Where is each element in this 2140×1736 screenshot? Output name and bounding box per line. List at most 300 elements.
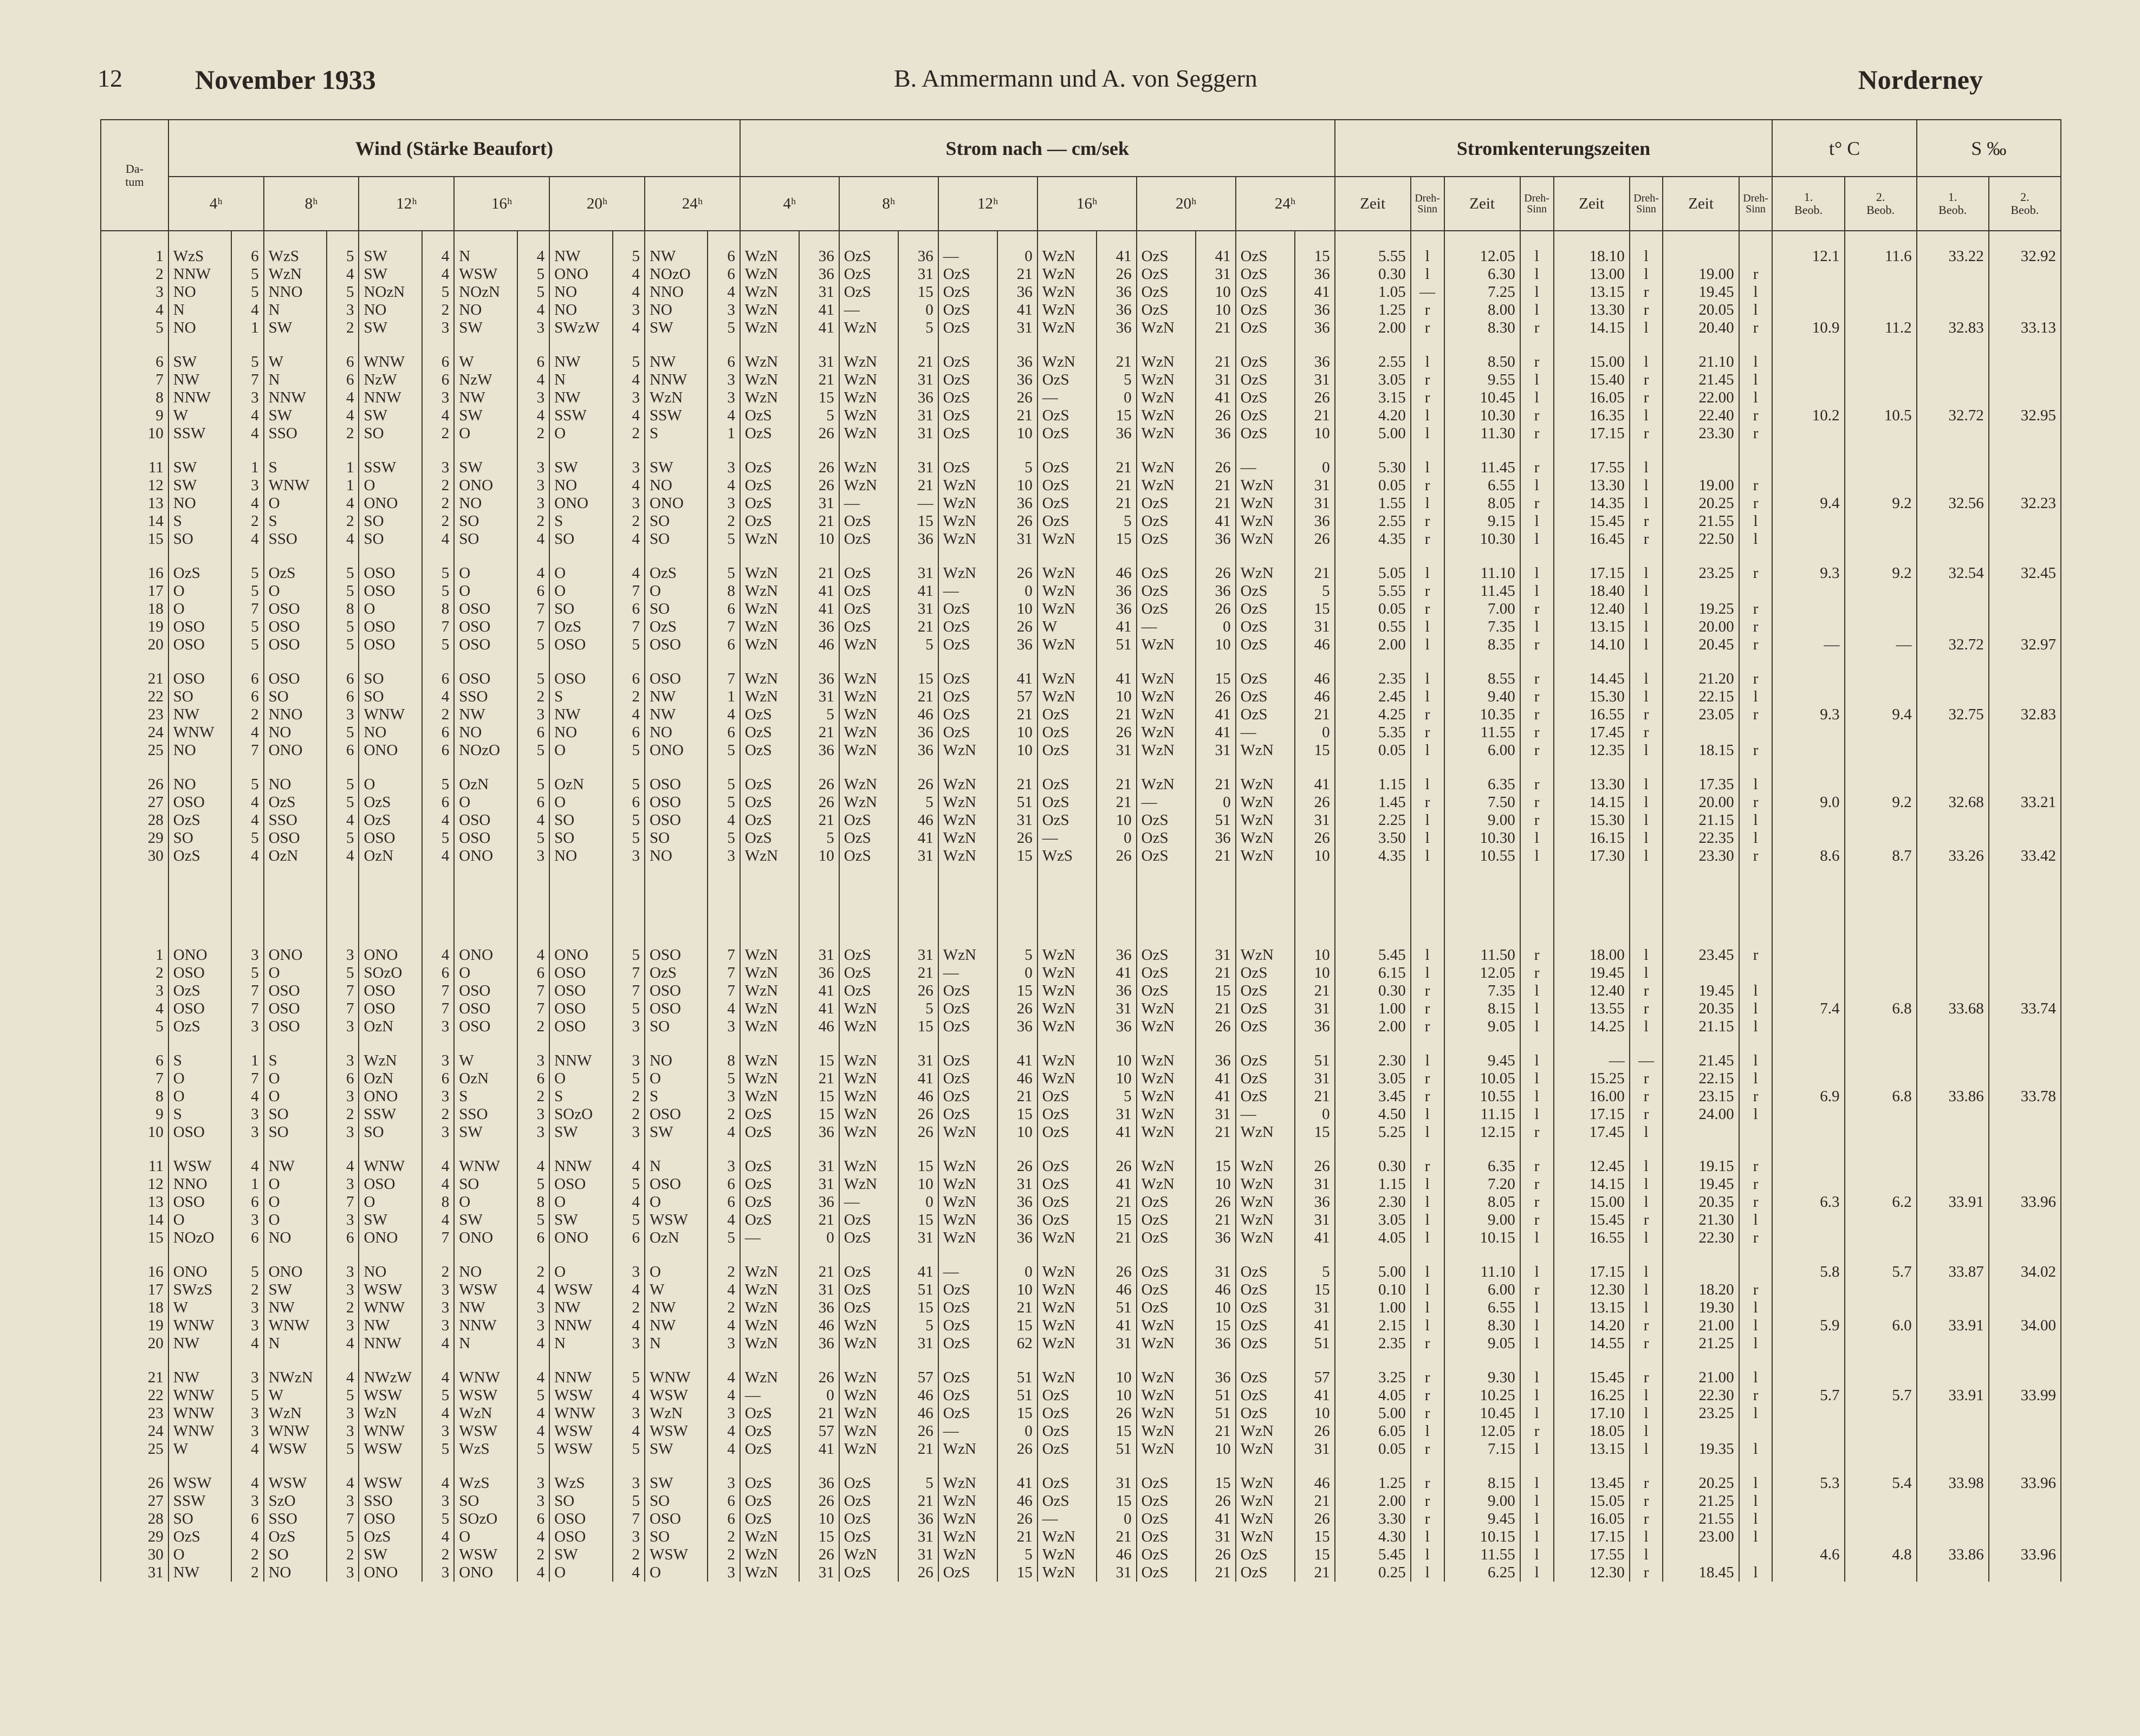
table-cell: 2.00	[1335, 1492, 1411, 1510]
table-cell	[1739, 1263, 1773, 1281]
table-cell: SW	[359, 1211, 421, 1229]
table-cell: OzS	[938, 706, 997, 724]
table-cell: 31	[898, 425, 938, 443]
table-cell: 36	[997, 636, 1037, 654]
table-cell: OzS	[1236, 1070, 1295, 1088]
table-cell	[1989, 600, 2061, 618]
table-cell: 2	[327, 1546, 359, 1564]
table-cell: 21	[1196, 1422, 1236, 1440]
table-cell: 21	[1196, 1123, 1236, 1141]
table-cell: WzN	[740, 618, 799, 636]
table-cell: WzN	[740, 1564, 799, 1582]
table-cell: 4.8	[1845, 1546, 1917, 1564]
table-cell: OzS	[938, 1387, 997, 1405]
table-cell: 15	[799, 1528, 839, 1546]
table-cell: 24	[101, 724, 168, 742]
table-cell: 5	[799, 407, 839, 425]
table-cell: WzN	[839, 1052, 898, 1070]
table-cell	[1917, 1281, 1989, 1299]
table-cell: NO	[645, 301, 708, 319]
table-cell: 18.20	[1663, 1281, 1739, 1299]
table-cell: 10	[997, 1281, 1037, 1299]
table-cell: NNW	[549, 1052, 612, 1070]
table-cell: 9.45	[1444, 1510, 1520, 1528]
table-cell: SWzW	[549, 319, 612, 337]
table-cell: 21	[1295, 407, 1335, 425]
table-cell	[1772, 265, 1844, 283]
table-cell: 9.00	[1444, 1492, 1520, 1510]
table-cell: 15	[101, 1229, 168, 1247]
table-cell: 41	[799, 1440, 839, 1458]
table-cell: 31	[1196, 265, 1236, 283]
table-cell: WSW	[645, 1422, 708, 1440]
table-cell: r	[1411, 1387, 1444, 1405]
table-cell: 15	[997, 847, 1037, 865]
table-cell: l	[1630, 1405, 1663, 1422]
table-cell: NNW	[359, 389, 421, 407]
table-cell: 7	[708, 670, 740, 688]
table-cell	[1989, 618, 2061, 636]
table-cell: 21	[898, 688, 938, 706]
table-cell: ONO	[359, 1229, 421, 1247]
table-cell	[1989, 1106, 2061, 1123]
table-cell: r	[1520, 1175, 1554, 1193]
table-cell: WzN	[938, 1229, 997, 1247]
table-cell: l	[1411, 1193, 1444, 1211]
table-cell: 51	[1097, 636, 1137, 654]
table-cell: WzS	[549, 1474, 612, 1492]
table-cell: OSO	[264, 1000, 327, 1018]
table-row	[101, 688, 2061, 706]
table-cell: r	[1630, 724, 1663, 742]
table-cell: r	[1630, 1317, 1663, 1335]
table-cell	[1989, 459, 2061, 477]
table-cell: WzN	[1137, 407, 1196, 425]
table-cell: 21	[1196, 477, 1236, 495]
table-cell: 36	[997, 371, 1037, 389]
table-cell: 7	[101, 371, 168, 389]
table-cell	[1772, 742, 1844, 759]
table-cell: 36	[1097, 1018, 1137, 1036]
table-cell: r	[1411, 477, 1444, 495]
table-cell: l	[1630, 1546, 1663, 1564]
table-cell: 4	[613, 564, 645, 582]
table-cell: WzN	[1236, 512, 1295, 530]
table-cell: 2	[422, 1106, 454, 1123]
table-cell: r	[1739, 564, 1773, 582]
table-cell: 10.45	[1444, 389, 1520, 407]
table-cell: 31	[898, 459, 938, 477]
table-cell: 22.35	[1663, 829, 1739, 847]
table-cell: r	[1520, 946, 1554, 964]
table-cell: 19.35	[1663, 1440, 1739, 1458]
table-cell: 23.00	[1663, 1528, 1739, 1546]
table-cell: 19.15	[1663, 1158, 1739, 1175]
table-cell: OzS	[938, 1317, 997, 1335]
table-cell: 26	[1196, 407, 1236, 425]
table-row	[101, 1193, 2061, 1211]
table-cell: 15	[1295, 1281, 1335, 1299]
table-cell: 6	[422, 353, 454, 371]
table-cell: 2	[327, 425, 359, 443]
stromkent-header: Stromkenterungszeiten	[1335, 120, 1773, 177]
table-cell: l	[1630, 1299, 1663, 1317]
table-cell: 21	[997, 706, 1037, 724]
table-cell: 0	[1295, 459, 1335, 477]
table-cell: OzS	[839, 847, 898, 865]
table-cell: 21	[898, 964, 938, 982]
table-cell: r	[1630, 1000, 1663, 1018]
table-cell: O	[549, 1193, 612, 1211]
table-cell: 9	[101, 407, 168, 425]
table-cell: 4	[231, 1158, 263, 1175]
table-cell: —	[1236, 459, 1295, 477]
table-cell	[1917, 618, 1989, 636]
table-cell: 4	[517, 811, 549, 829]
table-cell: N	[454, 1335, 517, 1353]
table-cell: 21.25	[1663, 1492, 1739, 1510]
table-cell	[1989, 1175, 2061, 1193]
table-cell	[1845, 1335, 1917, 1353]
table-cell: 51	[1097, 1440, 1137, 1458]
table-cell: 7	[708, 946, 740, 964]
table-cell: 57	[898, 1369, 938, 1387]
table-cell: OzS	[1236, 389, 1295, 407]
table-cell: 3	[327, 1018, 359, 1036]
table-cell: WzN	[1037, 964, 1097, 982]
table-cell: r	[1739, 495, 1773, 512]
table-cell: WNW	[549, 1405, 612, 1422]
table-cell: NW	[645, 706, 708, 724]
table-cell: r	[1411, 1070, 1444, 1088]
table-cell: 5	[231, 1387, 263, 1405]
table-cell: 26	[1097, 1263, 1137, 1281]
table-cell: 5	[898, 1474, 938, 1492]
table-cell: WzN	[740, 847, 799, 865]
table-cell	[1917, 353, 1989, 371]
table-cell: 31	[898, 407, 938, 425]
table-cell	[1917, 1510, 1989, 1528]
table-cell: 26	[1196, 600, 1236, 618]
table-cell: 36	[799, 265, 839, 283]
table-cell: r	[1411, 389, 1444, 407]
table-cell: WzN	[839, 1546, 898, 1564]
table-cell: 12.40	[1554, 982, 1630, 1000]
table-cell: 5	[613, 353, 645, 371]
table-cell: l	[1739, 1211, 1773, 1229]
table-cell: OzS	[1236, 248, 1295, 265]
table-cell: OzS	[938, 1088, 997, 1106]
table-cell: r	[1630, 1369, 1663, 1387]
table-cell	[1845, 582, 1917, 600]
table-cell: 32.83	[1917, 319, 1989, 337]
table-cell	[1772, 811, 1844, 829]
table-cell: 36	[997, 353, 1037, 371]
table-cell	[1739, 724, 1773, 742]
table-cell	[1772, 776, 1844, 794]
table-cell: O	[168, 1088, 231, 1106]
table-cell: 4	[231, 425, 263, 443]
table-cell: 26	[1295, 1510, 1335, 1528]
table-cell: 10.05	[1444, 1070, 1520, 1088]
table-cell: OzS	[938, 1106, 997, 1123]
table-cell	[1917, 477, 1989, 495]
table-cell: 12.15	[1444, 1123, 1520, 1141]
table-cell: 31	[799, 1158, 839, 1175]
table-cell: WzN	[938, 1123, 997, 1141]
table-cell: 7.25	[1444, 283, 1520, 301]
table-cell: 6	[708, 724, 740, 742]
table-cell	[1917, 425, 1989, 443]
table-cell: OzS	[1137, 964, 1196, 982]
table-cell: OzN	[549, 776, 612, 794]
table-cell: 21	[1196, 1211, 1236, 1229]
table-cell: OzS	[938, 1564, 997, 1582]
table-cell: 21.20	[1663, 670, 1739, 688]
table-cell: OzS	[1236, 688, 1295, 706]
table-cell	[1845, 811, 1917, 829]
table-cell: WSW	[454, 1387, 517, 1405]
table-cell: l	[1411, 425, 1444, 443]
table-cell: 41	[1196, 706, 1236, 724]
table-cell: 5.7	[1772, 1387, 1844, 1405]
table-cell: O	[359, 776, 421, 794]
table-cell: 31	[799, 1175, 839, 1193]
table-cell: 12.40	[1554, 600, 1630, 618]
table-cell: 3	[327, 1052, 359, 1070]
table-cell: 5	[327, 1387, 359, 1405]
table-cell: 3	[327, 946, 359, 964]
table-cell: 1.05	[1335, 283, 1411, 301]
table-cell: 3.50	[1335, 829, 1411, 847]
table-cell: 3	[708, 1088, 740, 1106]
table-cell: 21	[1196, 964, 1236, 982]
table-cell	[1917, 1123, 1989, 1141]
table-cell	[1989, 829, 2061, 847]
table-cell: OzS	[938, 670, 997, 688]
table-cell: WzN	[1037, 283, 1097, 301]
table-cell: SSW	[645, 407, 708, 425]
table-cell: 7.20	[1444, 1175, 1520, 1193]
table-cell: O	[168, 1546, 231, 1564]
table-cell: 3	[231, 1422, 263, 1440]
table-cell: 15	[898, 670, 938, 688]
table-cell: 2	[708, 512, 740, 530]
table-cell: OSO	[264, 670, 327, 688]
table-cell: WzN	[740, 1263, 799, 1281]
table-cell: WzN	[1236, 1123, 1295, 1141]
table-cell: 3	[422, 459, 454, 477]
table-cell: OzS	[938, 425, 997, 443]
table-cell: 2	[422, 706, 454, 724]
table-cell: l	[1520, 1317, 1554, 1335]
table-cell: 5	[327, 636, 359, 654]
table-cell: OzS	[1037, 425, 1097, 443]
table-cell: NNW	[549, 1158, 612, 1175]
table-cell: SW	[454, 459, 517, 477]
table-cell: 0.30	[1335, 982, 1411, 1000]
table-row	[101, 1123, 2061, 1141]
table-cell: WzN	[938, 742, 997, 759]
table-cell: 1.15	[1335, 776, 1411, 794]
table-cell: WzN	[839, 688, 898, 706]
table-cell	[1917, 582, 1989, 600]
table-cell: 7	[327, 1510, 359, 1528]
table-cell	[1917, 371, 1989, 389]
table-cell: WzN	[839, 425, 898, 443]
table-cell: r	[1520, 425, 1554, 443]
table-row	[101, 982, 2061, 1000]
table-cell: 26	[101, 1474, 168, 1492]
table-cell: 7	[231, 1000, 263, 1018]
table-cell: OzS	[938, 353, 997, 371]
table-cell: WzN	[1037, 319, 1097, 337]
table-cell: l	[1630, 1263, 1663, 1281]
table-cell: WNW	[264, 1422, 327, 1440]
table-cell: 36	[799, 1474, 839, 1492]
table-cell: 14.15	[1554, 1175, 1630, 1193]
table-cell: WzN	[1037, 1070, 1097, 1088]
table-cell: 21	[997, 1528, 1037, 1546]
table-cell	[1772, 1070, 1844, 1088]
table-cell: r	[1520, 742, 1554, 759]
table-cell: WzN	[839, 371, 898, 389]
table-cell: WzN	[740, 1546, 799, 1564]
table-cell: 4	[517, 1369, 549, 1387]
table-cell: 21.45	[1663, 1052, 1739, 1070]
table-cell: 3	[708, 389, 740, 407]
table-cell: OzS	[740, 829, 799, 847]
table-cell	[1845, 1106, 1917, 1123]
table-cell: l	[1630, 811, 1663, 829]
table-cell: S	[549, 1088, 612, 1106]
table-cell: 18.40	[1554, 582, 1630, 600]
table-cell: 4	[517, 564, 549, 582]
table-cell: OSO	[168, 670, 231, 688]
table-cell: 3	[422, 1422, 454, 1440]
table-cell: NzW	[454, 371, 517, 389]
strom-hour-header: 4ʰ	[740, 177, 839, 231]
table-cell: OzS	[938, 618, 997, 636]
table-cell: 4	[517, 1335, 549, 1353]
table-cell: O	[454, 964, 517, 982]
table-cell	[1772, 1422, 1844, 1440]
table-cell: OzS	[839, 283, 898, 301]
table-cell: WzN	[740, 1052, 799, 1070]
table-cell: 5	[708, 319, 740, 337]
table-cell: NW	[549, 353, 612, 371]
data-table	[100, 119, 2061, 1582]
table-cell: WzN	[938, 477, 997, 495]
table-cell: OzS	[1137, 301, 1196, 319]
table-cell: 5	[231, 636, 263, 654]
table-cell: 26	[799, 425, 839, 443]
table-cell: O	[359, 600, 421, 618]
table-row	[101, 1052, 2061, 1070]
table-cell: ONO	[454, 477, 517, 495]
table-cell: 2	[422, 1546, 454, 1564]
table-cell	[1772, 1440, 1844, 1458]
table-cell: l	[1520, 1018, 1554, 1036]
table-cell: 33.91	[1917, 1317, 1989, 1335]
table-cell: 3	[422, 1492, 454, 1510]
table-cell: WzN	[839, 1000, 898, 1018]
table-cell: 51	[997, 1369, 1037, 1387]
table-cell: 21	[1196, 1564, 1236, 1582]
table-cell: l	[1739, 1070, 1773, 1088]
table-cell: 6	[422, 371, 454, 389]
table-cell: 0	[1295, 1106, 1335, 1123]
table-cell: 7	[613, 964, 645, 982]
table-cell	[1917, 283, 1989, 301]
table-cell: SSO	[359, 1492, 421, 1510]
table-cell: l	[1630, 495, 1663, 512]
table-cell: 5	[422, 1387, 454, 1405]
table-cell: 7.50	[1444, 794, 1520, 811]
table-row	[101, 1387, 2061, 1405]
table-cell: SOzO	[454, 1510, 517, 1528]
table-cell: 32.97	[1989, 636, 2061, 654]
table-cell: OzS	[839, 600, 898, 618]
table-cell: 6	[517, 1070, 549, 1088]
table-cell: WzN	[1037, 670, 1097, 688]
table-cell: 32.54	[1917, 564, 1989, 582]
table-cell: WzN	[938, 794, 997, 811]
table-cell: 26	[799, 1492, 839, 1510]
table-cell: 21	[1097, 1528, 1137, 1546]
table-cell: 4	[708, 1422, 740, 1440]
table-cell: l	[1520, 530, 1554, 548]
table-cell: r	[1520, 636, 1554, 654]
table-row	[101, 1018, 2061, 1036]
table-cell: l	[1630, 600, 1663, 618]
table-cell: OSO	[549, 982, 612, 1000]
table-row	[101, 1211, 2061, 1229]
table-cell: l	[1411, 1229, 1444, 1247]
table-cell: 5	[613, 1492, 645, 1510]
table-cell: r	[1411, 1335, 1444, 1353]
table-cell: OzS	[938, 724, 997, 742]
table-cell: 5	[327, 564, 359, 582]
table-cell: 4	[422, 1405, 454, 1422]
table-cell: WzN	[1236, 1474, 1295, 1492]
table-cell: WzN	[359, 1052, 421, 1070]
table-cell: OzS	[1137, 946, 1196, 964]
table-cell: r	[1630, 389, 1663, 407]
table-cell: SW	[359, 319, 421, 337]
table-cell: 1	[101, 946, 168, 964]
table-cell: l	[1630, 582, 1663, 600]
table-cell: OzS	[839, 618, 898, 636]
table-cell: 6.00	[1444, 1281, 1520, 1299]
table-cell: NO	[264, 776, 327, 794]
table-row	[101, 1263, 2061, 1281]
table-cell: 31	[799, 1281, 839, 1299]
table-cell: OzS	[1236, 1263, 1295, 1281]
table-cell: WSW	[359, 1281, 421, 1299]
table-cell: 17.35	[1663, 776, 1739, 794]
table-cell: W	[168, 1440, 231, 1458]
table-cell: l	[1630, 319, 1663, 337]
table-cell: l	[1411, 495, 1444, 512]
table-cell: 23.25	[1663, 564, 1739, 582]
table-cell: 0.30	[1335, 265, 1411, 283]
table-cell: l	[1411, 811, 1444, 829]
table-cell: 36	[898, 724, 938, 742]
table-cell: l	[1411, 636, 1444, 654]
table-cell: NO	[645, 724, 708, 742]
table-cell: r	[1520, 495, 1554, 512]
